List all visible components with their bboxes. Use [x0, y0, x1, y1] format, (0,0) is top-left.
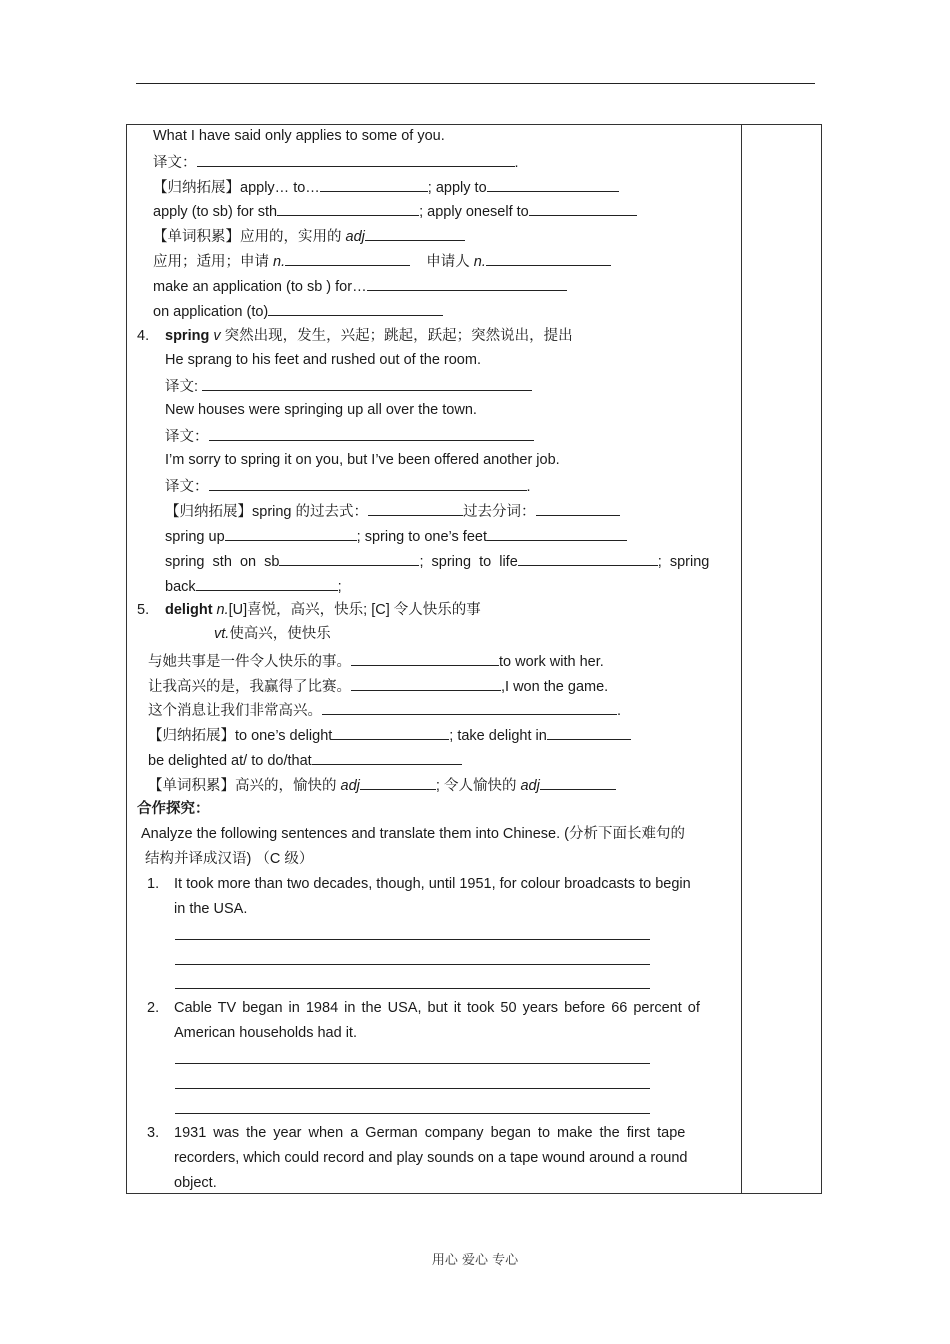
question-3-line-1: 1931 was the year when a German company began to make the first tape — [174, 1125, 686, 1141]
spring-extension-2: spring up ; spring to one’s feet — [165, 526, 627, 546]
apply-extension-2: apply (to sb) for sth ; apply oneself to — [153, 201, 637, 221]
notes-column-divider — [741, 124, 742, 1194]
delight-extension-1: 【归纳拓展】to one’s delight ; take delight in — [148, 725, 631, 745]
question-number-2: 2. — [147, 1000, 160, 1016]
question-3-line-3: object. — [174, 1175, 217, 1191]
question-number-3: 3. — [147, 1125, 160, 1141]
question-1-line-2: in the USA. — [174, 901, 248, 917]
spring-extension-4: back ; — [165, 576, 342, 596]
delight-sentence-3: 这个消息让我们非常高兴。 . — [148, 700, 621, 720]
answer-blank[interactable] — [175, 964, 650, 965]
cooperative-instructions-2: 结构并译成汉语) （C 级） — [145, 851, 314, 867]
spring-example-1: He sprang to his feet and rushed out of the room. — [165, 352, 481, 368]
header-rule — [136, 83, 815, 84]
apply-example: What I have said only applies to some of you. — [153, 128, 445, 144]
item-number-5: 5. — [137, 602, 150, 618]
apply-extension-1: 【归纳拓展】apply… to… ; apply to — [153, 177, 619, 197]
spring-extension-3: spring sth on sb ; spring to life ; spring — [165, 551, 709, 571]
item-number-4: 4. — [137, 328, 150, 344]
spring-translation-1: 译文: — [165, 376, 532, 396]
spring-example-3: I’m sorry to spring it on you, but I’ve been offered another job. — [165, 452, 560, 468]
delight-vocab: 【单词积累】高兴的，愉快的 adj ; 令人愉快的 adj — [148, 775, 616, 795]
delight-heading: delight n.[U]喜悦，高兴，快乐; [C] 令人快乐的事 — [165, 602, 481, 618]
cooperative-inquiry-title: 合作探究： — [137, 801, 210, 817]
answer-blank[interactable] — [175, 1088, 650, 1089]
page-footer: 用心 爱心 专心 — [431, 1253, 519, 1268]
delight-extension-2: be delighted at/ to do/that — [148, 750, 462, 770]
spring-heading: spring v 突然出现，发生，兴起；跳起，跃起；突然说出，提出 — [165, 328, 573, 344]
answer-blank[interactable] — [175, 1063, 650, 1064]
question-1-line-1: It took more than two decades, though, until 1951, for colour broadcasts to begin — [174, 876, 691, 892]
delight-verb-meaning: vt.使高兴，使快乐 — [214, 626, 331, 642]
question-2-line-2: American households had it. — [174, 1025, 357, 1041]
spring-translation-3: 译文： . — [165, 476, 531, 496]
spring-example-2: New houses were springing up all over the town. — [165, 402, 477, 418]
apply-vocab-1: 【单词积累】应用的，实用的 adj — [153, 226, 465, 246]
delight-sentence-1: 与她共事是一件令人快乐的事。 to work with her. — [148, 651, 604, 671]
question-number-1: 1. — [147, 876, 160, 892]
spring-extension-1: 【归纳拓展】spring 的过去式： 过去分词： — [165, 501, 620, 521]
answer-blank[interactable] — [175, 988, 650, 989]
cooperative-instructions-1: Analyze the following sentences and translate them into Chinese. (分析下面长难句的 — [141, 826, 685, 842]
apply-translation: 译文： . — [153, 152, 519, 172]
answer-blank[interactable] — [175, 1113, 650, 1114]
question-2-line-1: Cable TV began in 1984 in the USA, but it took 50 years before 66 percent of — [174, 1000, 700, 1016]
answer-blank[interactable] — [175, 939, 650, 940]
apply-vocab-2: 应用；适用；申请 n. 申请人 n. — [153, 251, 611, 271]
apply-phrase-1: make an application (to sb ) for… — [153, 276, 567, 296]
question-3-line-2: recorders, which could record and play sounds on a tape wound around a round — [174, 1150, 688, 1166]
spring-translation-2: 译文： — [165, 426, 534, 446]
delight-sentence-2: 让我高兴的是，我赢得了比赛。 ,I won the game. — [148, 676, 608, 696]
apply-phrase-2: on application (to) — [153, 301, 443, 321]
